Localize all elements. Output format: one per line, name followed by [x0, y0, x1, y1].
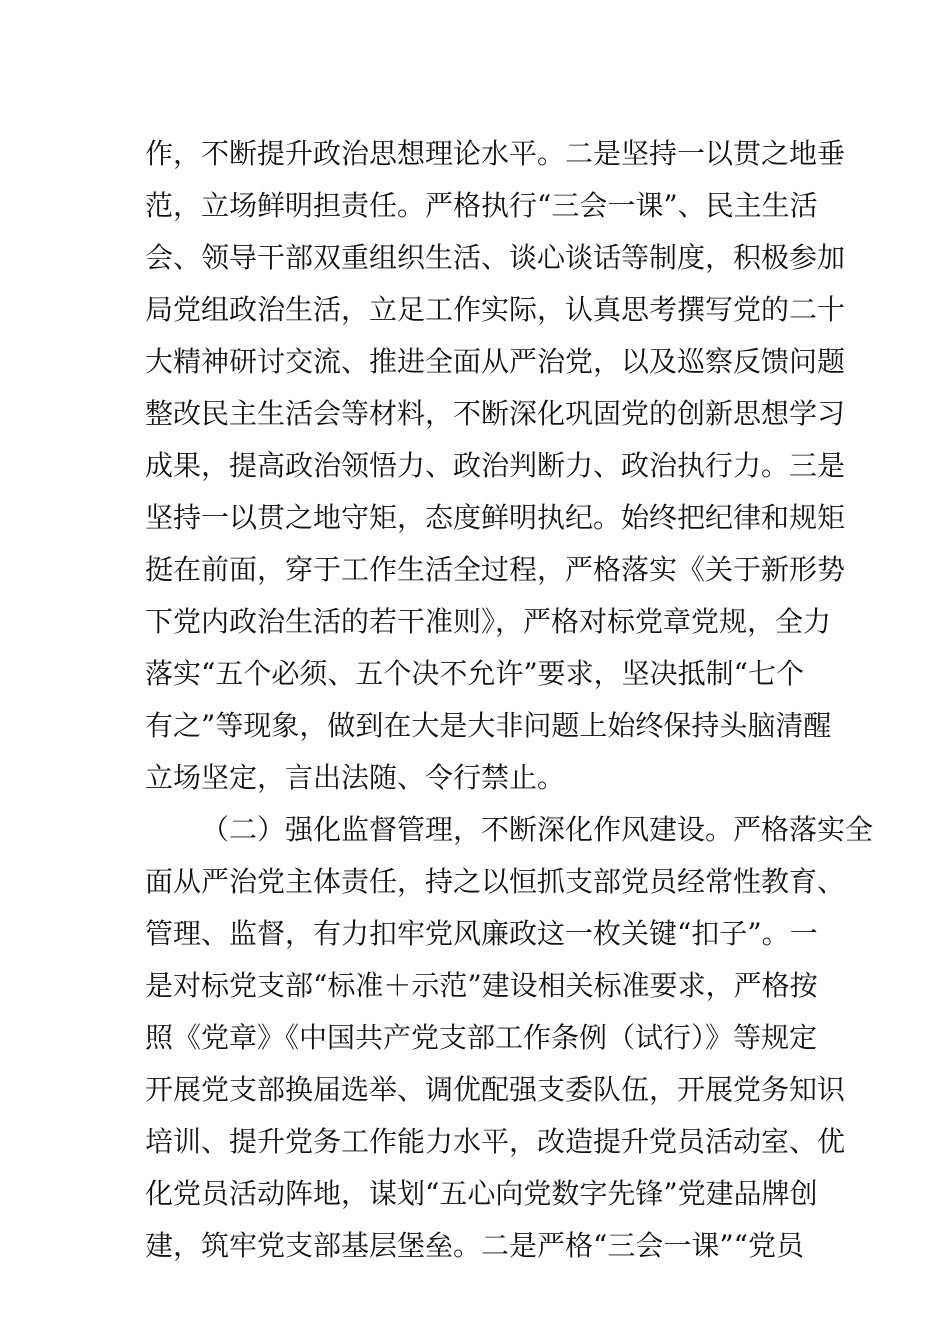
text-line: 坚持一以贯之地守矩，态度鲜明执纪。始终把纪律和规矩	[145, 501, 846, 534]
text-line: 管理、监督，有力扣牢党风廉政这一枚关键“扣子”。一	[145, 917, 818, 950]
text-line: 挺在前面，穿于工作生活全过程，严格落实《关于新形势	[145, 553, 846, 586]
text-line: 面从严治党主体责任，持之以恒抓支部党员经常性教育、	[145, 865, 846, 898]
text-line: 作，不断提升政治思想理论水平。二是坚持一以贯之地垂	[145, 137, 846, 170]
text-line: 是对标党支部“标准＋示范”建设相关标准要求，严格按	[145, 969, 818, 1002]
text-line: 落实“五个必须、五个决不允许”要求，坚决抵制“七个	[145, 657, 804, 690]
text-line: 有之”等现象，做到在大是大非问题上始终保持头脑清醒	[145, 709, 832, 742]
text-line: 培训、提升党务工作能力水平，改造提升党员活动室、优	[145, 1125, 846, 1158]
text-line: 会、领导干部双重组织生活、谈心谈话等制度，积极参加	[145, 241, 846, 274]
text-line: 大精神研讨交流、推进全面从严治党，以及巡察反馈问题	[145, 345, 846, 378]
text-line: 下党内政治生活的若干准则》，严格对标党章党规，全力	[145, 605, 832, 638]
text-line: 范，立场鲜明担责任。严格执行“三会一课”、民主生活	[145, 189, 818, 222]
text-line: 整改民主生活会等材料，不断深化巩固党的创新思想学习	[145, 397, 846, 430]
paragraph-heading-line: （二）强化监督管理，不断深化作风建设。严格落实全	[201, 813, 874, 846]
text-line: 局党组政治生活，立足工作实际，认真思考撰写党的二十	[145, 293, 846, 326]
text-line: 化党员活动阵地，谋划“五心向党数字先锋”党建品牌创	[145, 1177, 818, 1210]
text-line: 立场坚定，言出法随、令行禁止。	[145, 761, 566, 794]
text-line: 成果，提高政治领悟力、政治判断力、政治执行力。三是	[145, 449, 846, 482]
text-line: 开展党支部换届选举、调优配强支委队伍，开展党务知识	[145, 1073, 846, 1106]
text-line: 建，筑牢党支部基层堡垒。二是严格“三会一课”“党员	[145, 1229, 804, 1262]
text-line: 照《党章》《中国共产党支部工作条例（试行）》等规定	[145, 1021, 818, 1054]
